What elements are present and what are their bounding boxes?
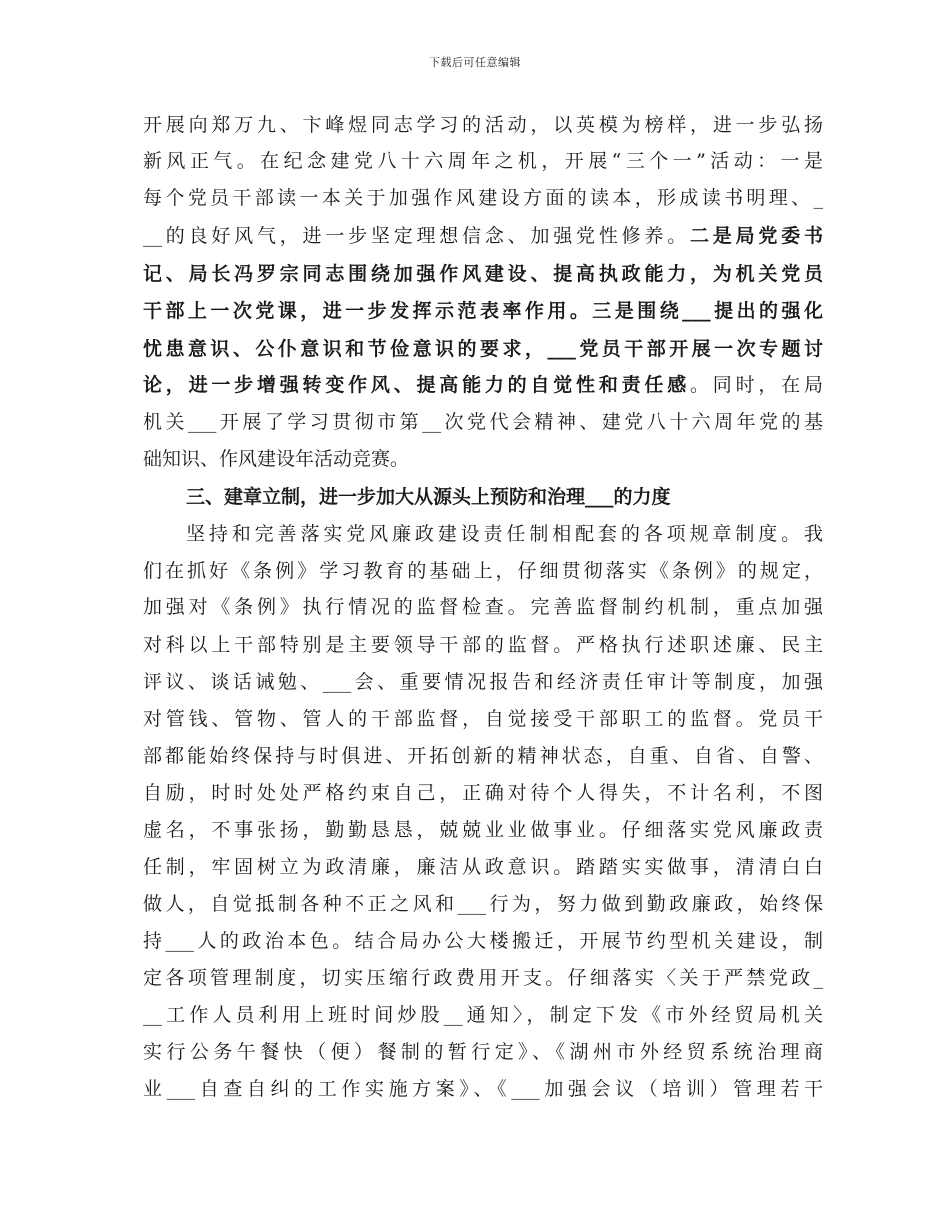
text-line: 们在抓好《条例》学习教育的基础上，仔细贯彻落实《条例》的规定， bbox=[143, 560, 823, 582]
text-line: 础知识、作风建设年活动竞赛。 bbox=[143, 448, 410, 470]
text-line: 做人，自觉抵制各种不正之风和___行为，努力做到勤政廉政，始终保 bbox=[143, 893, 823, 915]
page-header: 下载后可任意编辑 bbox=[429, 56, 521, 69]
text-line: 忧患意识、公仆意识和节俭意识的要求，___党员干部开展一次专题讨 bbox=[143, 338, 823, 360]
section-heading: 三、建章立制，进一步加大从源头上预防和治理___的力度 bbox=[186, 486, 671, 508]
text-line: 对管钱、管物、管人的干部监督，自觉接受干部职工的监督。党员干 bbox=[143, 708, 823, 730]
text-line: 虚名，不事张扬，勤勤恳恳，兢兢业业做事业。仔细落实党风廉政责 bbox=[143, 819, 823, 841]
text-line: 每个党员干部读一本关于加强作风建设方面的读本，形成读书明理、_ bbox=[143, 187, 823, 209]
text-line: 干部上一次党课，进一步发挥示范表率作用。三是围绕___提出的强化 bbox=[143, 300, 823, 322]
text-line: 评议、谈话诫勉、___会、重要情况报告和经济责任审计等制度，加强 bbox=[143, 671, 823, 693]
text-line: 开展向郑万九、卞峰煜同志学习的活动，以英模为榜样，进一步弘扬 bbox=[143, 114, 823, 136]
text-line: 任制，牢固树立为政清廉，廉洁从政意识。踏踏实实做事，清清白白 bbox=[143, 856, 823, 878]
text-line: 加强对《条例》执行情况的监督检查。完善监督制约机制，重点加强 bbox=[143, 596, 823, 618]
text-line: __工作人员利用上班时间炒股__通知〉，制定下发《市外经贸局机关 bbox=[143, 1004, 823, 1026]
text-line: 实行公务午餐快（便）餐制的暂行定》、《湖州市外经贸系统治理商 bbox=[143, 1041, 823, 1063]
text-line: __的良好风气，进一步坚定理想信念、加强党性修养。二是局党委书 bbox=[143, 225, 823, 247]
text-line: 部都能始终保持与时俱进、开拓创新的精神状态，自重、自省、自警、 bbox=[143, 745, 823, 767]
text-line: 论，进一步增强转变作风、提高能力的自觉性和责任感。同时，在局 bbox=[143, 374, 823, 396]
text-line: 定各项管理制度，切实压缩行政费用开支。仔细落实〈关于严禁党政_ bbox=[143, 967, 823, 989]
text-line: 机关___开展了学习贯彻市第__次党代会精神、建党八十六周年党的基 bbox=[143, 411, 823, 433]
text-line: 持___人的政治本色。结合局办公大楼搬迁，开展节约型机关建设，制 bbox=[143, 930, 823, 952]
text-line: 自励，时时处处严格约束自己，正确对待个人得失，不计名利，不图 bbox=[143, 782, 823, 804]
text-line: 业___自查自纠的工作实施方案》、《___加强会议（培训）管理若干 bbox=[143, 1078, 823, 1100]
text-line: 对科以上干部特别是主要领导干部的监督。严格执行述职述廉、民主 bbox=[143, 634, 823, 656]
text-line: 记、局长冯罗宗同志围绕加强作风建设、提高执政能力，为机关党员 bbox=[143, 263, 823, 285]
text-line: 新风正气。在纪念建党八十六周年之机，开展“三个一”活动：一是 bbox=[143, 150, 823, 172]
paragraph-first-line: 坚持和完善落实党风廉政建设责任制相配套的各项规章制度。我 bbox=[186, 523, 823, 545]
